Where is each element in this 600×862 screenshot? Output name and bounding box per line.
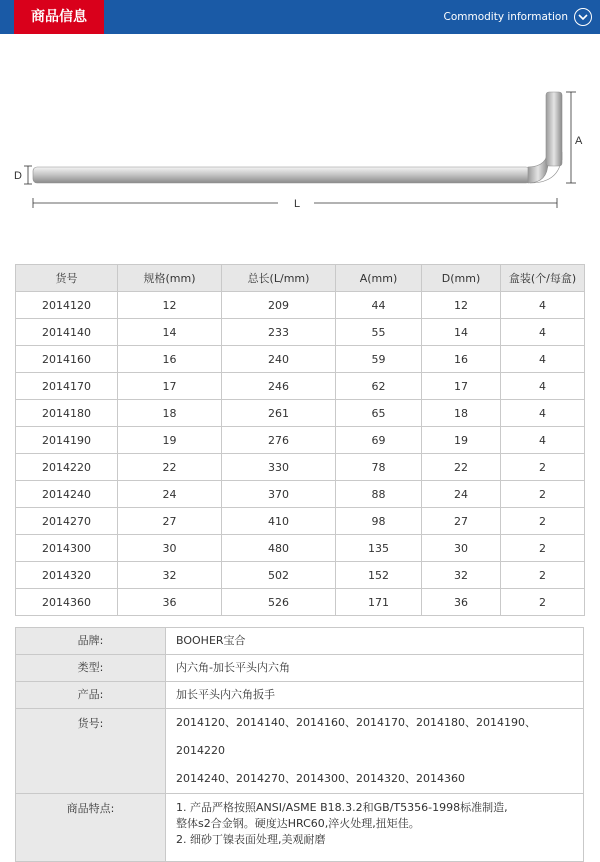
col-header-size: 规格(mm) <box>118 265 222 292</box>
cell-a: 55 <box>336 319 422 346</box>
cell-size: 16 <box>118 346 222 373</box>
label-d: D <box>14 170 22 182</box>
section-title: 商品信息 <box>14 0 104 34</box>
table-row <box>16 292 585 319</box>
cell-box: 4 <box>501 400 585 427</box>
cell-length: 233 <box>222 319 336 346</box>
cell-size: 12 <box>118 292 222 319</box>
cell-size: 32 <box>118 562 222 589</box>
info-row-brand <box>16 628 584 655</box>
cell-d: 27 <box>422 508 501 535</box>
cell-length: 240 <box>222 346 336 373</box>
cell-box: 4 <box>501 292 585 319</box>
brand-value: BOOHER宝合 <box>166 628 584 655</box>
cell-size: 22 <box>118 454 222 481</box>
product-label: 产品: <box>16 682 166 709</box>
cell-code: 2014320 <box>16 562 118 589</box>
cell-length: 526 <box>222 589 336 616</box>
cell-box: 4 <box>501 373 585 400</box>
cell-a: 98 <box>336 508 422 535</box>
cell-a: 135 <box>336 535 422 562</box>
cell-box: 4 <box>501 319 585 346</box>
wrench-short-arm <box>546 92 562 166</box>
cell-box: 2 <box>501 481 585 508</box>
cell-a: 59 <box>336 346 422 373</box>
cell-length: 480 <box>222 535 336 562</box>
col-header-box: 盒装(个/每盒) <box>501 265 585 292</box>
cell-a: 62 <box>336 373 422 400</box>
feature-value <box>166 794 584 862</box>
cell-code: 2014170 <box>16 373 118 400</box>
label-l: L <box>294 198 301 210</box>
col-header-code: 货号 <box>16 265 118 292</box>
cell-length: 276 <box>222 427 336 454</box>
cell-length: 410 <box>222 508 336 535</box>
cell-length: 209 <box>222 292 336 319</box>
cell-d: 14 <box>422 319 501 346</box>
wrench-diagram <box>0 60 600 230</box>
cell-d: 12 <box>422 292 501 319</box>
cell-code: 2014270 <box>16 508 118 535</box>
cell-code: 2014140 <box>16 319 118 346</box>
info-row-features <box>16 794 584 862</box>
cell-box: 2 <box>501 508 585 535</box>
cell-d: 18 <box>422 400 501 427</box>
cell-length: 502 <box>222 562 336 589</box>
cell-size: 18 <box>118 400 222 427</box>
cell-length: 330 <box>222 454 336 481</box>
spec-table <box>15 264 585 616</box>
table-row <box>16 589 585 616</box>
cell-d: 19 <box>422 427 501 454</box>
table-row <box>16 346 585 373</box>
spec-header-row <box>16 265 585 292</box>
wrench-shaft <box>33 167 530 183</box>
cell-code: 2014120 <box>16 292 118 319</box>
cell-d: 32 <box>422 562 501 589</box>
code-line-1: 2014120、2014140、2014160、2014170、2014180、2014190、2014220 <box>176 716 536 757</box>
wrench-bend <box>528 148 548 183</box>
cell-size: 27 <box>118 508 222 535</box>
code-value <box>166 709 584 794</box>
cell-code: 2014300 <box>16 535 118 562</box>
section-title-en-group <box>444 0 593 34</box>
dimension-d <box>24 166 32 184</box>
table-row <box>16 454 585 481</box>
type-label: 类型: <box>16 655 166 682</box>
code-line-2: 2014240、2014270、2014300、2014320、2014360 <box>176 772 465 785</box>
cell-a: 171 <box>336 589 422 616</box>
cell-box: 2 <box>501 454 585 481</box>
feature-line-2: 整体s2合金钢。硬度达HRC60,淬火处理,扭矩佳。 <box>176 817 420 830</box>
cell-box: 2 <box>501 589 585 616</box>
info-row-product <box>16 682 584 709</box>
cell-code: 2014240 <box>16 481 118 508</box>
info-row-code <box>16 709 584 794</box>
brand-label: 品牌: <box>16 628 166 655</box>
cell-code: 2014360 <box>16 589 118 616</box>
cell-d: 36 <box>422 589 501 616</box>
cell-size: 17 <box>118 373 222 400</box>
cell-a: 69 <box>336 427 422 454</box>
cell-d: 24 <box>422 481 501 508</box>
cell-length: 246 <box>222 373 336 400</box>
chevron-down-icon[interactable] <box>574 8 592 26</box>
type-value: 内六角-加长平头内六角 <box>166 655 584 682</box>
cell-box: 4 <box>501 346 585 373</box>
cell-length: 261 <box>222 400 336 427</box>
cell-size: 19 <box>118 427 222 454</box>
cell-d: 17 <box>422 373 501 400</box>
cell-size: 36 <box>118 589 222 616</box>
info-table <box>15 627 584 862</box>
feature-line-3: 2. 细砂丁镍表面处理,美观耐磨 <box>176 833 326 846</box>
cell-d: 16 <box>422 346 501 373</box>
table-row <box>16 400 585 427</box>
cell-a: 78 <box>336 454 422 481</box>
cell-code: 2014180 <box>16 400 118 427</box>
cell-box: 4 <box>501 427 585 454</box>
col-header-a: A(mm) <box>336 265 422 292</box>
header-bar <box>0 0 600 34</box>
cell-length: 370 <box>222 481 336 508</box>
cell-size: 30 <box>118 535 222 562</box>
cell-size: 24 <box>118 481 222 508</box>
table-row <box>16 481 585 508</box>
cell-code: 2014160 <box>16 346 118 373</box>
info-row-type <box>16 655 584 682</box>
table-row <box>16 319 585 346</box>
label-a: A <box>575 135 583 147</box>
cell-a: 88 <box>336 481 422 508</box>
cell-d: 30 <box>422 535 501 562</box>
table-row <box>16 535 585 562</box>
cell-box: 2 <box>501 562 585 589</box>
feature-label: 商品特点: <box>16 794 166 862</box>
cell-box: 2 <box>501 535 585 562</box>
cell-a: 65 <box>336 400 422 427</box>
code-label: 货号: <box>16 709 166 794</box>
cell-d: 22 <box>422 454 501 481</box>
product-value: 加长平头内六角扳手 <box>166 682 584 709</box>
table-row <box>16 508 585 535</box>
cell-a: 152 <box>336 562 422 589</box>
col-header-length: 总长(L/mm) <box>222 265 336 292</box>
col-header-d: D(mm) <box>422 265 501 292</box>
table-row <box>16 562 585 589</box>
table-row <box>16 373 585 400</box>
feature-line-1: 1. 产品严格按照ANSI/ASME B18.3.2和GB/T5356-1998标准制造, <box>176 801 508 814</box>
cell-a: 44 <box>336 292 422 319</box>
table-row <box>16 427 585 454</box>
cell-code: 2014190 <box>16 427 118 454</box>
cell-code: 2014220 <box>16 454 118 481</box>
cell-size: 14 <box>118 319 222 346</box>
section-title-en: Commodity information <box>443 11 568 23</box>
